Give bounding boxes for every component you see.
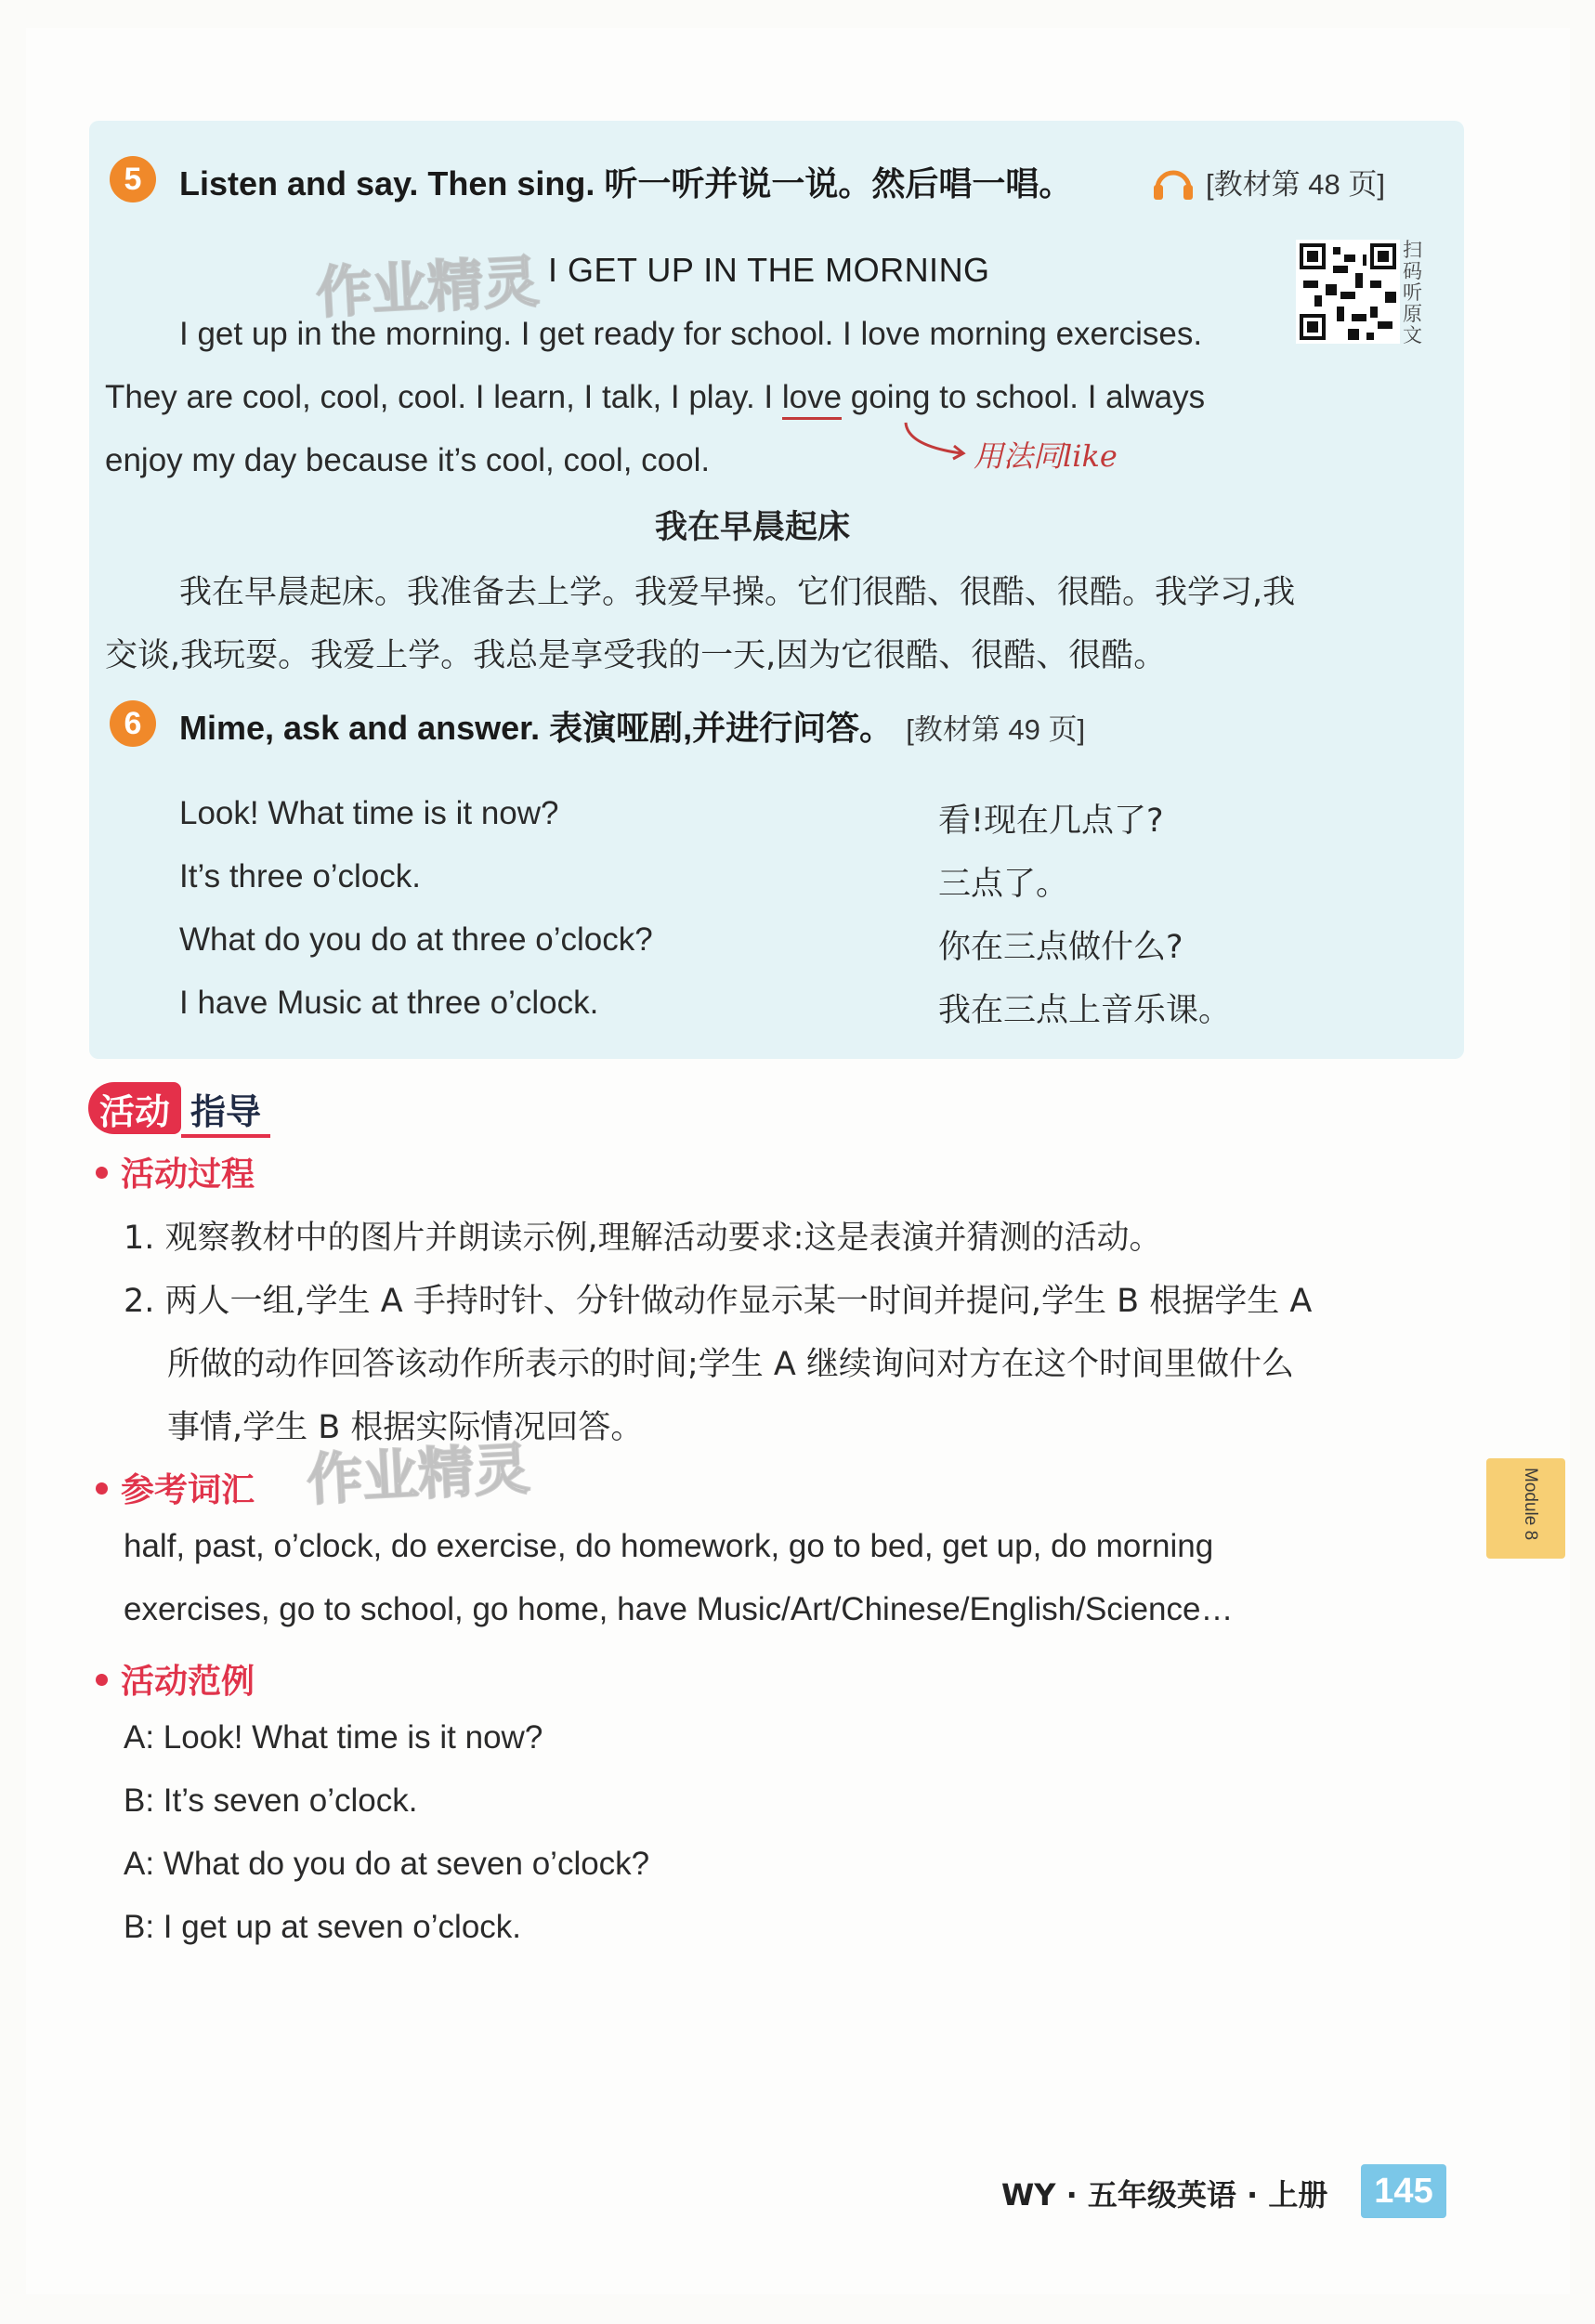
exercise-heading bbox=[179, 702, 1085, 750]
vocab-line: exercises, go to school, go home, have Music/Art/Chinese/English/Science… bbox=[124, 1591, 1234, 1627]
dialogue-line-cn: 我在三点上音乐课。 bbox=[938, 992, 1232, 1029]
page-number: 145 bbox=[1361, 2164, 1446, 2218]
example-line: B: It’s seven o’clock. bbox=[124, 1782, 418, 1819]
exercise-title: Mime, ask and answer. 表演哑剧,并进行问答。 bbox=[179, 709, 894, 747]
activity-guide-banner bbox=[88, 1082, 274, 1136]
vocab-line: half, past, o’clock, do exercise, do homework, go to bed, get up, do morning bbox=[124, 1528, 1214, 1564]
dialogue-line-en: I have Music at three o’clock. bbox=[179, 985, 599, 1021]
lyrics-word-love: love bbox=[782, 379, 842, 420]
footer-book-title: WY · 五年级英语 · 上册 bbox=[1001, 2177, 1328, 2213]
example-line: A: Look! What time is it now? bbox=[124, 1719, 543, 1756]
textbook-page-ref: [教材第 48 页] bbox=[1206, 168, 1385, 201]
lyrics-line bbox=[105, 379, 1205, 416]
handwritten-note: 用法同like bbox=[974, 438, 1118, 474]
vocab-heading-text: 参考词汇 bbox=[121, 1471, 255, 1509]
lyrics-line-part: going to school. I always bbox=[842, 379, 1206, 415]
vocab-heading bbox=[96, 1464, 255, 1511]
example-heading-text: 活动范例 bbox=[121, 1663, 255, 1701]
process-line: 1. 观察教材中的图片并朗读示例,理解活动要求:这是表演并猜测的活动。 bbox=[124, 1220, 1162, 1257]
process-heading bbox=[96, 1148, 255, 1195]
lyrics-line: enjoy my day because it’s cool, cool, cool. bbox=[105, 442, 711, 478]
example-line: B: I get up at seven o’clock. bbox=[124, 1909, 522, 1945]
banner-part-a: 活动 bbox=[88, 1082, 181, 1134]
exercise-title: Listen and say. Then sing. 听一听并说一说。然后唱一唱。 bbox=[179, 164, 1073, 202]
dialogue-line-cn: 看!现在几点了? bbox=[938, 803, 1164, 840]
example-line: A: What do you do at seven o’clock? bbox=[124, 1846, 650, 1882]
qr-caption: 扫码听原文 bbox=[1403, 239, 1422, 346]
dialogue-line-cn: 三点了。 bbox=[938, 866, 1069, 903]
exercise-number-badge: 6 bbox=[110, 700, 156, 747]
textbook-page-ref: [教材第 49 页] bbox=[906, 713, 1086, 746]
bullet-dot-icon bbox=[96, 1674, 108, 1686]
dialogue-line-en: What do you do at three o’clock? bbox=[179, 921, 653, 958]
process-line: 所做的动作回答该动作所表示的时间;学生 A 继续询问对方在这个时间里做什么 bbox=[167, 1346, 1294, 1383]
qr-code-icon[interactable] bbox=[1296, 240, 1400, 344]
exercise-heading bbox=[179, 158, 1072, 205]
song-title: I GET UP IN THE MORNING bbox=[548, 251, 990, 289]
dialogue-line-cn: 你在三点做什么? bbox=[938, 929, 1183, 966]
lyrics-line-part: They are cool, cool, cool. I learn, I talk, I play. I bbox=[105, 379, 774, 415]
banner-part-b: 指导 bbox=[181, 1082, 270, 1138]
process-line: 2. 两人一组,学生 A 手持时针、分针做动作显示某一时间并提问,学生 B 根据学生 A bbox=[124, 1283, 1313, 1320]
watermark: 作业精灵 bbox=[314, 249, 541, 327]
bullet-dot-icon bbox=[96, 1167, 108, 1179]
song-title-chinese: 我在早晨起床 bbox=[655, 509, 851, 546]
watermark: 作业精灵 bbox=[305, 1436, 531, 1514]
dialogue-line-en: It’s three o’clock. bbox=[179, 858, 422, 894]
exercise-number-badge: 5 bbox=[110, 156, 156, 202]
example-heading bbox=[96, 1655, 255, 1703]
annotation-arrow-icon bbox=[896, 418, 980, 464]
dialogue-line-en: Look! What time is it now? bbox=[179, 795, 559, 831]
exercise-ref bbox=[1206, 161, 1385, 202]
bullet-dot-icon bbox=[96, 1482, 108, 1495]
translation-line: 交谈,我玩耍。我爱上学。我总是享受我的一天,因为它很酷、很酷、很酷。 bbox=[105, 637, 1167, 674]
headphone-icon[interactable] bbox=[1152, 163, 1195, 202]
process-line: 事情,学生 B 根据实际情况回答。 bbox=[167, 1409, 644, 1446]
process-heading-text: 活动过程 bbox=[121, 1155, 255, 1194]
module-side-tab[interactable] bbox=[1486, 1458, 1565, 1559]
lyrics-line: I get up in the morning. I get ready for school. I love morning exercises. bbox=[179, 316, 1203, 352]
module-tab-label: Module 8 bbox=[1521, 1468, 1540, 1541]
translation-line: 我在早晨起床。我准备去上学。我爱早操。它们很酷、很酷、很酷。我学习,我 bbox=[179, 574, 1296, 611]
